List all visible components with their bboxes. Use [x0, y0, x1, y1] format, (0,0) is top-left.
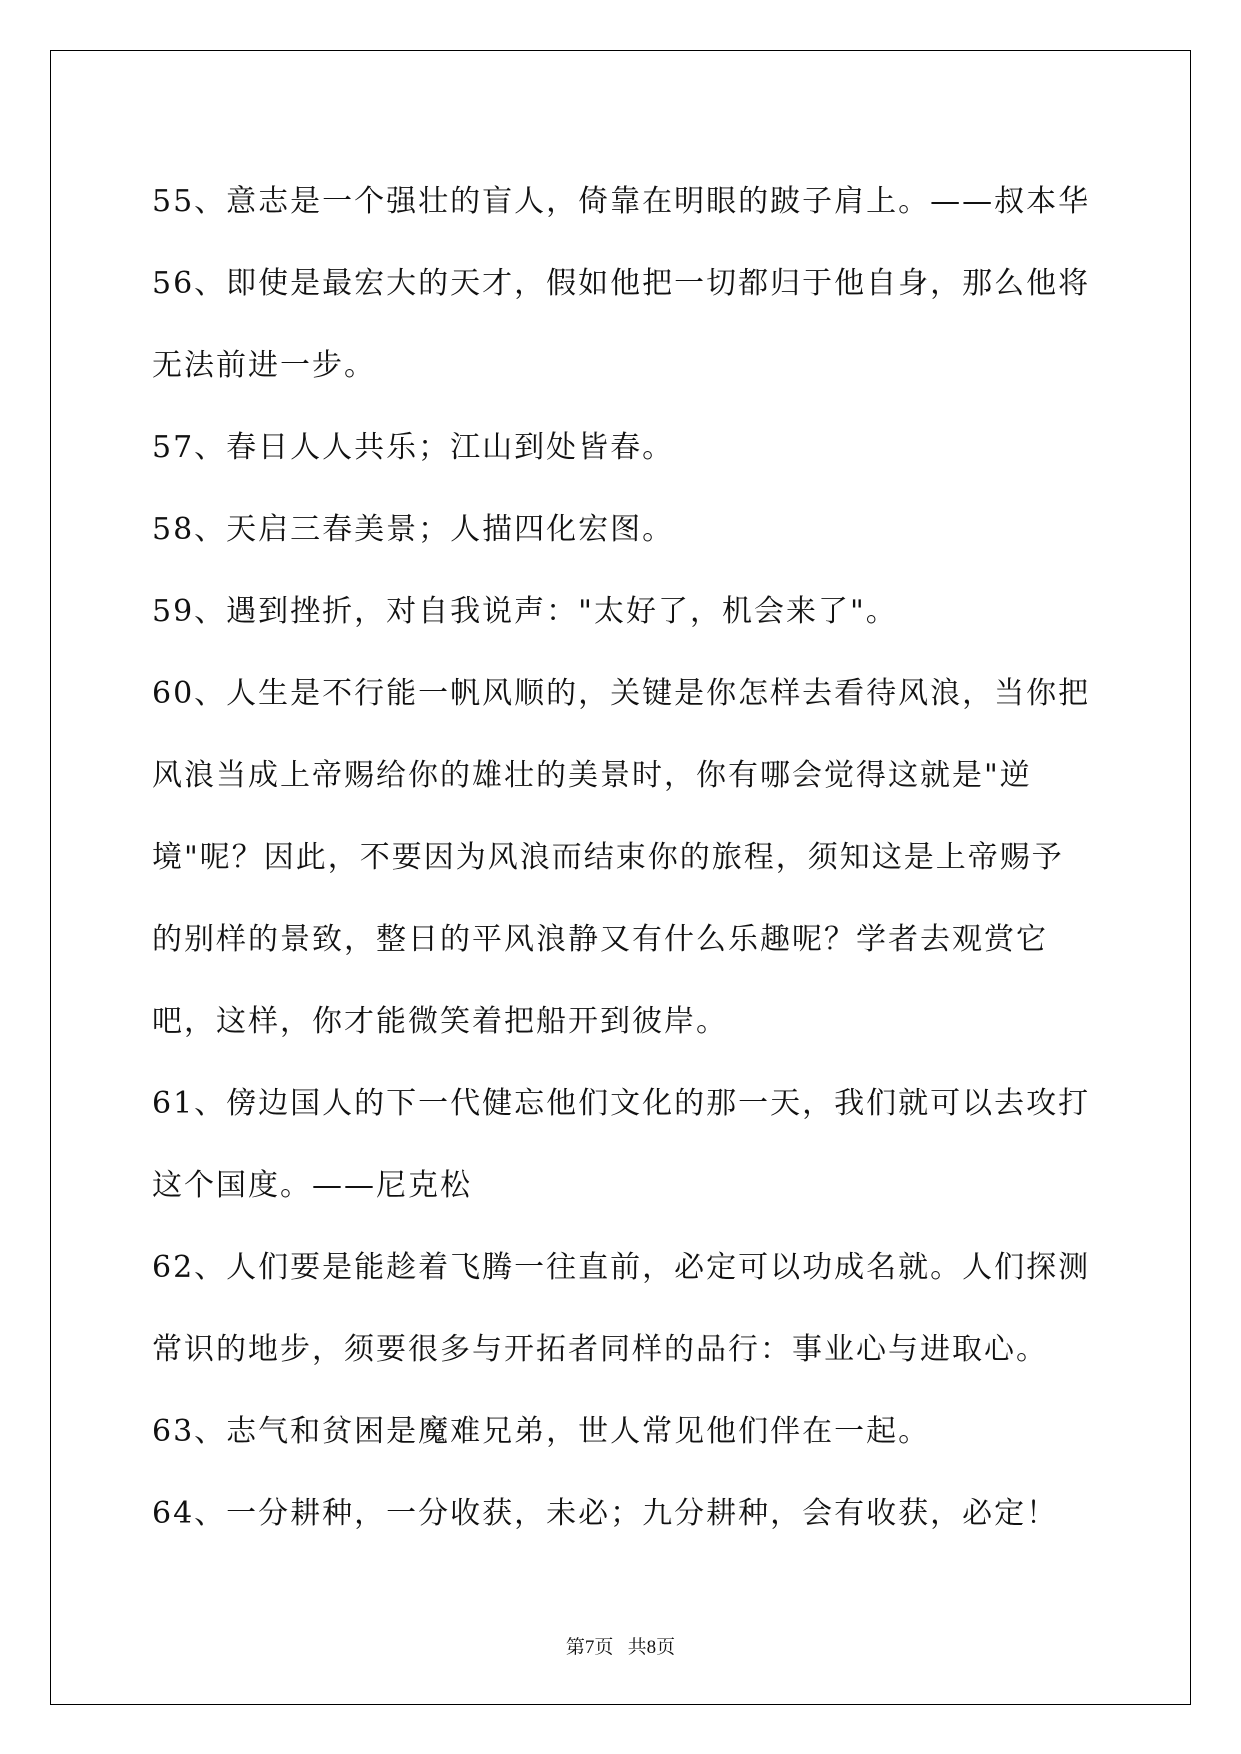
paragraph-56: 56、即使是最宏大的天才，假如他把一切都归于他自身，那么他将无法前进一步。: [152, 266, 1091, 383]
paragraph-58: 58、天启三春美景；人描四化宏图。: [152, 512, 675, 547]
paragraph-64: 64、一分耕种，一分收获，未必；九分耕种，会有收获，必定！: [152, 1496, 1059, 1531]
page-number: 第7页 共8页: [565, 1637, 676, 1658]
paragraph-62: 62、人们要是能趁着飞腾一往直前，必定可以功成名就。人们探测常识的地步，须要很多与开拓者同样的品行：事业心与进取心。: [152, 1250, 1091, 1367]
paragraph-55: 55、意志是一个强壮的盲人，倚靠在明眼的跛子肩上。——叔本华: [152, 184, 1091, 219]
paragraph-61: 61、傍边国人的下一代健忘他们文化的那一天，我们就可以去攻打这个国度。——尼克松: [152, 1086, 1091, 1203]
paragraph-63: 63、志气和贫困是魔难兄弟，世人常见他们伴在一起。: [152, 1414, 931, 1449]
page-footer: [0, 1632, 1241, 1659]
paragraph-60: 60、人生是不行能一帆风顺的，关键是你怎样去看待风浪，当你把风浪当成上帝赐给你的雄壮的美景时，你有哪会觉得这就是"逆境"呢？因此，不要因为风浪而结束你的旅程，须知这是上帝赐予的别样的景致，整日的平风浪静又有什么乐趣呢？学者去观赏它吧，这样，你才能微笑着把船开到彼岸。: [152, 676, 1091, 1039]
paragraph-57: 57、春日人人共乐；江山到处皆春。: [152, 430, 675, 465]
paragraph-59: 59、遇到挫折，对自我说声："太好了，机会来了"。: [152, 594, 898, 629]
document-body: [152, 161, 1092, 1555]
